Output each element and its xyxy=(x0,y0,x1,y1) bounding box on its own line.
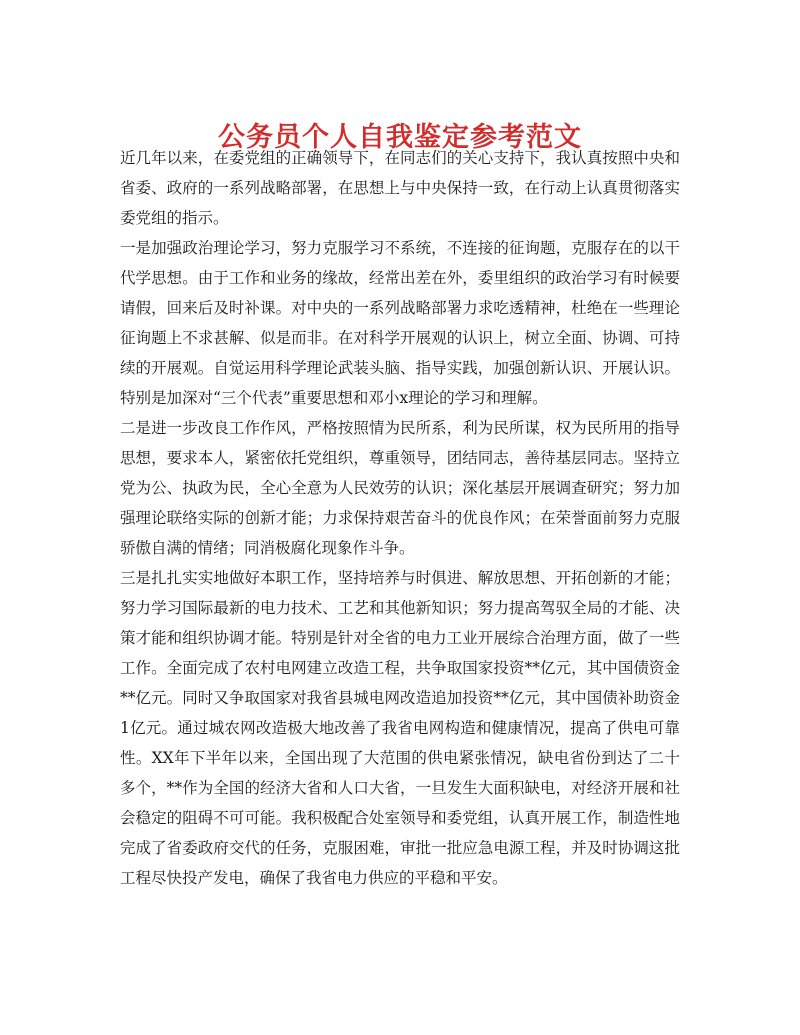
paragraph-political-study: 一是加强政治理论学习，努力克服学习不系统，不连接的征询题，克服存在的以干代学思想。由于工作和业务的缘故，经常出差在外，委里组织的政治学习有时候要请假，回来后及时补课。对中央的一系列战略部署力求吃透精神，杜绝在一些理论征询题上不求甚解、似是而非。在对科学开展观的认识上，树立全面、协调、可持续的开展观。自觉运用科学理论武装头脑、指导实践，加强创新认识、开展认识。特别是加深对“三个代表”重要思想和邓小x理论的学习和理解。 xyxy=(120,239,680,407)
paragraph-job-duties: 三是扎扎实实地做好本职工作，坚持培养与时俱进、解放思想、开拓创新的才能；努力学习国际最新的电力技术、工艺和其他新知识；努力提高驾驭全局的才能、决策才能和组织协调才能。特别是针对全省的电力工业开展综合治理方面，做了一些工作。全面完成了农村电网建立改造工程，共争取国家投资**亿元，其中国债资金**亿元。同时又争取国家对我省县城电网改造追加投资**亿元，其中国债补助资金1亿元。通过城农网改造极大地改善了我省电网构造和健康情况，提高了供电可靠性。XX年下半年以来，全国出现了大范围的供电紧张情况，缺电省份到达了二十多个，**作为全国的经济大省和人口大省，一旦发生大面积缺电，对经济开展和社会稳定的阻碍不可可能。我积极配合处室领导和委党组，认真开展工作，制造性地完成了省委政府交代的任务，克服困难，审批一批应急电源工程，并及时协调这批工程尽快投产发电，确保了我省电力供应的平稳和平安。 xyxy=(120,569,680,887)
document-body xyxy=(120,143,680,893)
document-title: 公务员个人自我鉴定参考范文 xyxy=(218,122,582,154)
paragraph-work-style: 二是进一步改良工作作风，严格按照情为民所系，利为民所谋，权为民所用的指导思想，要求本人，紧密依托党组织，尊重领导，团结同志，善待基层同志。坚持立党为公、执政为民，全心全意为人民效劳的认识；深化基层开展调查研究；努力加强理论联络实际的创新才能；力求保持艰苦奋斗的优良作风；在荣誉面前努力克服骄傲自满的情绪；同消极腐化现象作斗争。 xyxy=(120,419,680,557)
paragraph-intro: 近几年以来，在委党组的正确领导下，在同志们的关心支持下，我认真按照中央和省委、政府的一系列战略部署，在思想上与中央保持一致，在行动上认真贯彻落实委党组的指示。 xyxy=(120,149,680,227)
